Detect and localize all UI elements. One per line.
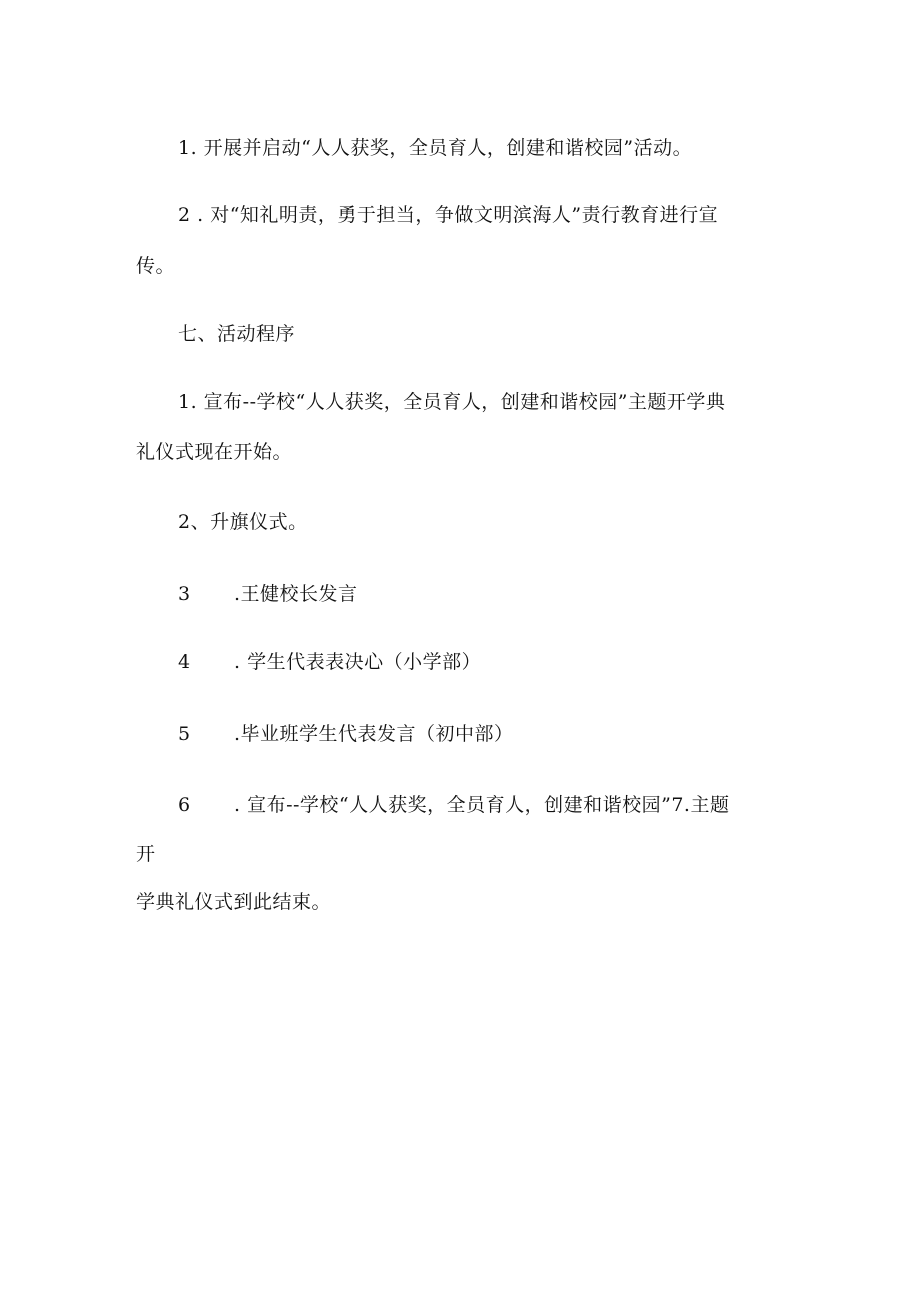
procedure-6-continuation: 开 [136,843,156,865]
item-2-publicity-line1: 2 . 对“知礼明责，勇于担当，争做文明滨海人”责行教育进行宣 [178,204,719,226]
procedure-4 [178,650,481,674]
procedure-1-line1: 1. 宣布--学校“人人获奖，全员育人，创建和谐校园”主题开学典 [178,391,726,413]
procedure-4-number: 4 [178,651,191,673]
procedure-6-number: 6 [178,794,191,816]
item-2-publicity-line2: 传。 [136,255,176,277]
procedure-5-text: .毕业班学生代表发言（初中部） [234,723,514,745]
item-1-launch-activity: 1. 开展并启动“人人获奖，全员育人，创建和谐校园”活动。 [178,137,693,159]
procedure-1-line2: 礼仪式现在开始。 [136,441,293,463]
procedure-7-closing: 学典礼仪式到此结束。 [136,891,332,913]
procedure-3-number: 3 [178,583,191,605]
procedure-6 [178,793,729,817]
procedure-6-text: . 宣布--学校“人人获奖，全员育人，创建和谐校园”7.主题 [234,794,730,816]
procedure-2: 2、升旗仪式。 [178,511,308,533]
procedure-4-text: . 学生代表表决心（小学部） [234,651,482,673]
procedure-5 [178,722,514,746]
procedure-5-number: 5 [178,723,191,745]
procedure-3-text: .王健校长发言 [234,583,358,605]
section-heading-procedure: 七、活动程序 [178,323,296,345]
procedure-3 [178,582,358,606]
